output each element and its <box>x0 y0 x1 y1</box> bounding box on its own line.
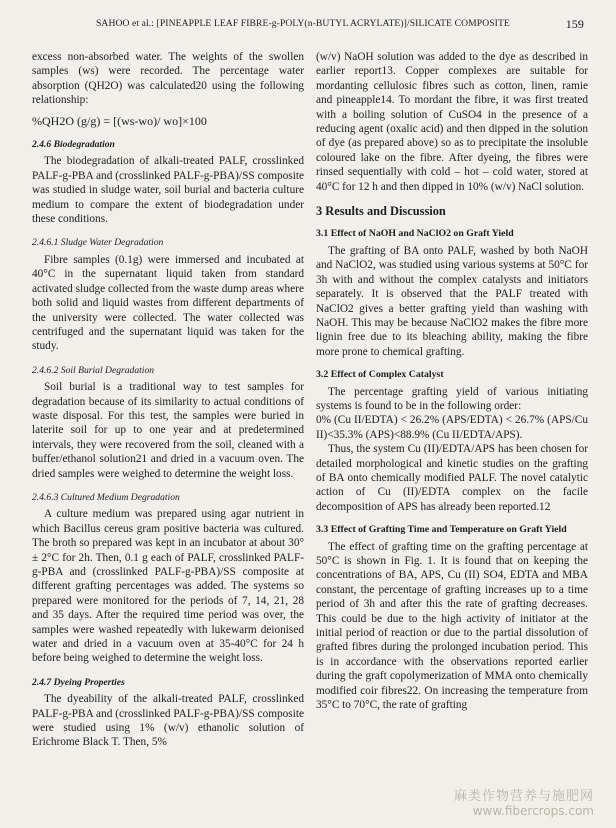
heading-sludge-water: 2.4.6.1 Sludge Water Degradation <box>32 237 164 249</box>
paragraph-naoh-naclo2: The grafting of BA onto PALF, washed by both NaOH and NaClO2, was studied using various systems at 50°C for 3h with and without the complex catalysts and initiators separately. It is observed that the PALF treated with NaClO2 gives a better grafting yield than washing with NaOH. This may be because NaClO2 makes the fibre more lignin free due to its bleaching ability, making the fibre more prone to chemical grafting. <box>316 244 588 358</box>
paragraph-soil-burial: Soil burial is a traditional way to test samples for degradation because of its similarity to actual conditions of waste disposal. For this test, the samples were buried in laterite soil for up to one year and at predetermined intervals, they were recovered from the soil, cleaned with a buffer/ethanol solution21 and dried in a vacuum oven. The dried samples were weighed to determine the weight loss. <box>32 381 304 480</box>
watermark-chinese: 麻类作物营养与施肥网 <box>453 789 594 804</box>
paragraph-dyeing: The dyeability of the alkali-treated PALF, crosslinked PALF-g-PBA and (crosslinked PALF-g-PBA)/SS composite were studied using 1% (w/v) ethanolic solution of Erichrome Black T. Then, 5% <box>32 693 304 749</box>
paragraph-catalyst-order: 0% (Cu II/EDTA) < 26.2% (APS/EDTA) < 26.7% (APS/Cu II)<35.3% (APS)<88.9% (Cu II/EDTA/APS). <box>316 414 588 441</box>
heading-biodegradation: 2.4.6 Biodegradation <box>32 139 115 151</box>
paragraph-biodegradation: The biodegradation of alkali-treated PALF, crosslinked PALF-g-PBA and (crosslinked PALF-g-PBA)/SS composite was studied in sludge water, soil burial and bacteria culture medium to compare the extent of biodegradation under these conditions. <box>32 155 304 226</box>
heading-naoh-naclo2: 3.1 Effect of NaOH and NaClO2 on Graft Yield <box>316 228 514 240</box>
paragraph-catalyst-conclusion: Thus, the system Cu (II)/EDTA/APS has been chosen for detailed morphological and kinetic studies on the grafting of BA onto chemically modified PALF. The novel catalytic action of Cu (II)/EDTA complex on the facile decomposition of APS has already been reported.12 <box>316 443 588 513</box>
watermark-url: www.fibercrops.com <box>472 804 594 818</box>
paragraph-dyeing-cont: (w/v) NaOH solution was added to the dye as described in earlier report13. Copper complexes are suitable for mordanting cellulosic fibres such as cotton, linen, ramie and pineapple14. To mordant the fibre, it was first treated with a boiling solution of CuSO4 in the presence of a reducing agent (oxalic acid) and then dipped in the solution of dye (as prepared above) so as to precipitate the insoluble coloured lake on the fibre. After dyeing, the fibres were rinsed sequentially with cold – hot – cold water, stored at 40°C for 12 h and then dipped in 10% (w/v) NaCl solution. <box>316 51 588 193</box>
right-column <box>316 50 588 712</box>
heading-dyeing: 2.4.7 Dyeing Properties <box>32 676 125 688</box>
running-header <box>96 18 596 29</box>
paragraph-sludge-water: Fibre samples (0.1g) were immersed and incubated at 40°C in the supernatant liquid taken from standard activated sludge collected from the waste dump areas where both solid and liquid wastes from different departments of the university were collected. The water collected was centrifuged and the supernatant liquid was taken for the study. <box>32 253 304 353</box>
running-title: SAHOO et al.: [PINEAPPLE LEAF FIBRE-g-POLY(n-BUTYL ACRYLATE)]/SILICATE COMPOSITE <box>96 18 510 29</box>
page-number: 159 <box>565 17 584 31</box>
heading-results: 3 Results and Discussion <box>316 204 446 219</box>
paragraph-cultured-medium: A culture medium was prepared using agar nutrient in which Bacillus cereus gram positive bacteria was cultured. The broth so prepared was kept in an incubator at about 30° ± 2°C for 2h. Then, 0.1 g each of PALF, crosslinked PALF-g-PBA and (crosslinked PALF-g-PBA)/SS composite at different grafting percentages was added. The systems so prepared were monitored for the periods of 7, 14, 21, 28 and 35 days. After the required time period was over, the samples were washed repeatedly with lukewarm deionised water and dried in a vacuum oven at 35-40°C for 24 h before being weighed to determine the weight loss. <box>32 508 304 665</box>
heading-time-temperature: 3.3 Effect of Grafting Time and Temperature on Graft Yield <box>316 524 567 536</box>
water-absorption-formula: %QH2O (g/g) = [(ws-wo)/ wo]×100 <box>32 113 207 128</box>
heading-soil-burial: 2.4.6.2 Soil Burial Degradation <box>32 364 155 376</box>
watermark <box>454 785 594 818</box>
paragraph-time-temperature: The effect of grafting time on the grafting percentage at 50°C is shown in Fig. 1. It is found that on keeping the concentrations of BA, APS, Cu (II) SO4, EDTA and MBA constant, the percentage of grafting increases up to a time period of 3h and after this the rate of grafting decreases. This could be due to the high activity of initiator at the initial period of reaction or due to the partial dissolution of grafted fibres during the prolonged incubation period. This is in accordance with the observations reported earlier during the graft copolymerization of MMA onto chemically modified coir fibres22. On increasing the temperature from 35°C to 70°C, the rate of grafting <box>316 540 588 712</box>
heading-cultured-medium: 2.4.6.3 Cultured Medium Degradation <box>32 491 180 503</box>
paragraph-swelling: excess non-absorbed water. The weights of the swollen samples (ws) were recorded. The percentage water absorption (QH2O) was calculated20 using the following relationship: <box>32 51 304 107</box>
left-column <box>32 50 304 750</box>
paragraph-catalyst-intro: The percentage grafting yield of various initiating systems is found to be in the following order: <box>316 385 588 412</box>
heading-complex-catalyst: 3.2 Effect of Complex Catalyst <box>316 369 444 381</box>
